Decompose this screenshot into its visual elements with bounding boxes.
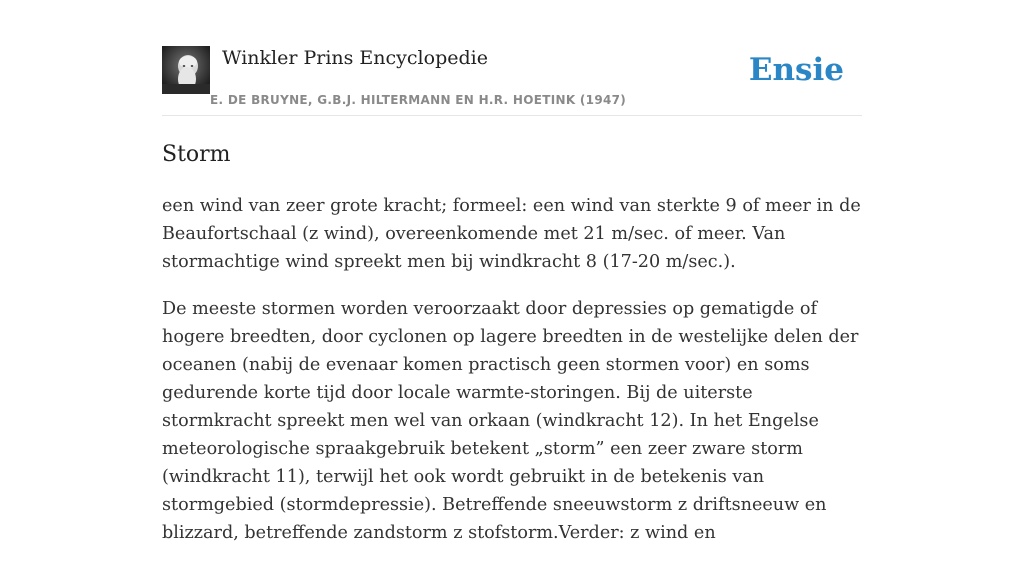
source-authors: E. DE BRUYNE, G.B.J. HILTERMANN EN H.R. HOETINK (1947) [210, 93, 627, 107]
brand-logo[interactable]: Ensie [748, 52, 844, 88]
source-header [162, 46, 862, 116]
article-title: Storm [162, 142, 231, 167]
source-avatar[interactable] [162, 46, 210, 94]
article-body [162, 192, 862, 566]
portrait-photo-icon [162, 46, 210, 94]
article-paragraph: De meeste stormen worden veroorzaakt door depressies op gematigde of hogere breedten, door cyclonen op lagere breedten in de westelijke delen der oceanen (nabij de evenaar komen practisch geen stormen voor) en soms gedurende korte tijd door locale warmte-storingen. Bij de uiterste stormkracht spreekt men wel van orkaan (windkracht 12). In het Engelse meteorologische spraakgebruik betekent „storm” een zeer zware storm (windkracht 11), terwijl het ook wordt gebruikt in de betekenis van stormgebied (stormdepressie). Betreffende sneeuwstorm z driftsneeuw en blizzard, betreffende zandstorm z stofstorm.Verder: z wind en [162, 299, 859, 543]
article-paragraph: een wind van zeer grote kracht; formeel: een wind van sterkte 9 of meer in de Beaufortschaal (z wind), overeenkomende met 21 m/sec. of meer. Van stormachtige wind spreekt men bij windkracht 8 (17-20 m/sec.). [162, 196, 861, 272]
source-title[interactable]: Winkler Prins Encyclopedie [222, 47, 488, 69]
